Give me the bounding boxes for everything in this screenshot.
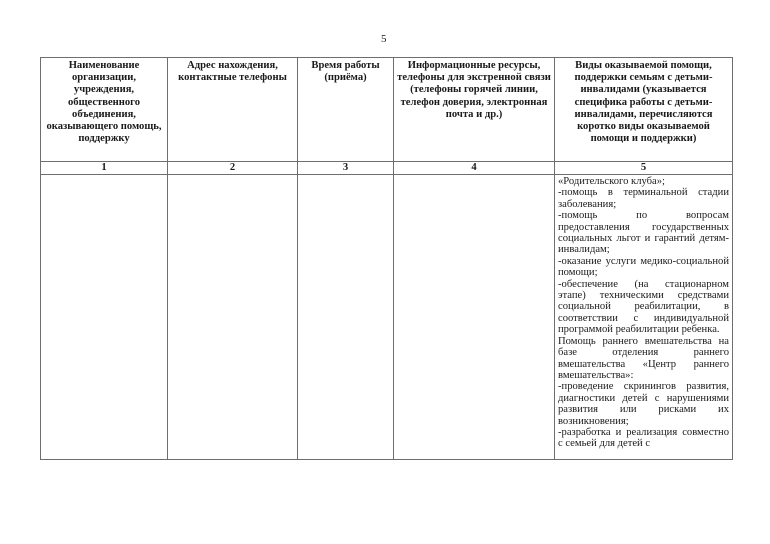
table-row	[41, 175, 733, 460]
column-number: 2	[168, 162, 298, 175]
help-paragraph: -обеспечение (на стационарном этапе) техническими средствами социальной реабилитации, в соответствии с индивидуальной программой реабилитации ребенка.	[558, 278, 729, 336]
cell-organization-name	[41, 175, 168, 460]
types-of-help-content	[558, 175, 729, 450]
help-paragraph: -помощь в терминальной стадии заболевания;	[558, 187, 729, 210]
column-number: 4	[394, 162, 555, 175]
column-number: 3	[298, 162, 394, 175]
header-working-hours: Время работы (приёма)	[298, 58, 394, 162]
help-paragraph: -оказание услуги медико-социальной помощи;	[558, 255, 729, 279]
header-address-contacts: Адрес нахождения, контактные телефоны	[168, 58, 298, 162]
header-info-resources: Информационные ресурсы, телефоны для экстренной связи (телефоны горячей линии, телефон доверия, электронная почта и др.)	[394, 58, 555, 162]
table-header-row	[41, 58, 733, 162]
cell-working-hours	[298, 175, 394, 460]
help-paragraph: -помощь по вопросам предоставления государственных социальных льгот и гарантий детям-инвалидам;	[558, 210, 729, 256]
page-number: 5	[381, 33, 387, 45]
cell-address-contacts	[168, 175, 298, 460]
cell-info-resources	[394, 175, 555, 460]
help-paragraph: -проведение скринингов развития, диагностики детей с нарушениями развития или рисками их возникновения;	[558, 381, 729, 427]
column-number: 5	[555, 162, 733, 175]
column-number: 1	[41, 162, 168, 175]
cell-types-of-help	[555, 175, 733, 460]
column-number-row	[41, 162, 733, 175]
help-paragraph: Помощь раннего вмешательства на базе отделения раннего вмешательства «Центр раннего вмешательства»:	[558, 335, 729, 381]
header-organization-name: Наименование организации, учреждения, общественного объединения, оказывающего помощь, поддержку	[41, 58, 168, 162]
header-types-of-help: Виды оказываемой помощи, поддержки семьям с детьми-инвалидами (указывается специфика работы с детьми-инвалидами, перечисляются коротко виды оказываемой помощи и поддержки)	[555, 58, 733, 162]
support-organizations-table	[40, 57, 733, 460]
help-paragraph: «Родительского клуба»;	[558, 176, 665, 187]
help-paragraph: -разработка и реализация совместно с семьей для детей с	[558, 426, 729, 450]
